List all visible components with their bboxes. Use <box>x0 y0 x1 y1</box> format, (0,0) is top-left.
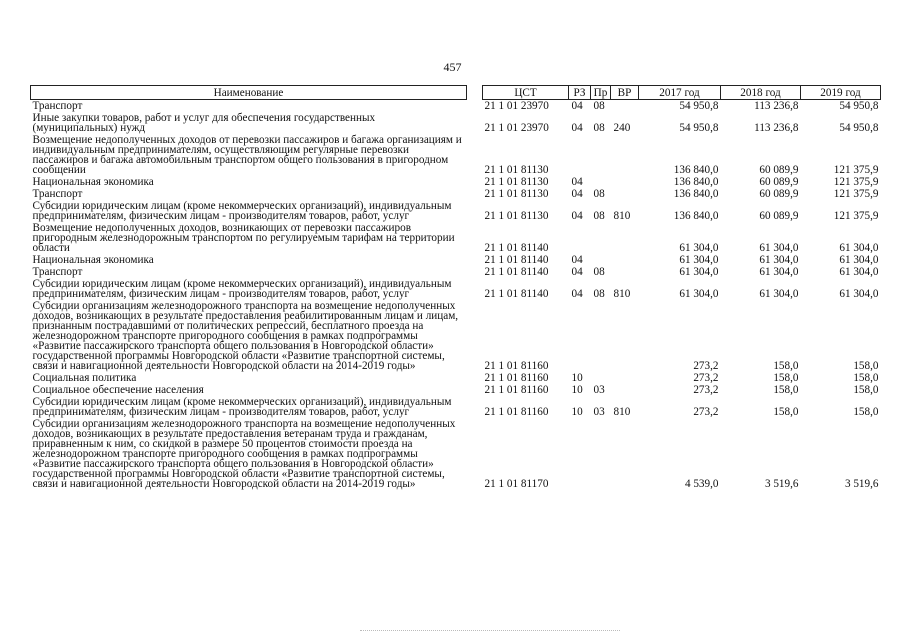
row-2019: 121 375,9 <box>833 176 879 188</box>
row-2018: 158,0 <box>773 372 799 384</box>
row-rz: 10 <box>571 384 583 396</box>
row-pr: 03 <box>593 406 605 418</box>
row-2019: 54 950,8 <box>839 100 879 112</box>
row-2018: 158,0 <box>773 406 799 418</box>
row-cst: 21 1 01 81140 <box>484 242 549 254</box>
row-name: Субсидии организациям железнодорожного транспорта на возмещение недополученных доходов, возникающих в результате предоставления реабилитированным лицам и лицам, признанным пострадавшими от политических репрессий, бесплатного проезда на железнодорожном транспорте пригородного сообщения в рамках подпрограммы «Развитие пассажирского транспорта общего пользования в Новгородской области» государственной программы Новгородской области «Развитие транспортной системы, связи и навигационной деятельности Новгородской области на 2014-2019 годы» <box>32 300 459 372</box>
table-row <box>31 176 881 188</box>
table-row <box>31 396 881 418</box>
row-rz: 04 <box>571 266 583 278</box>
row-2017: 273,2 <box>693 372 719 384</box>
row-pr: 03 <box>593 384 605 396</box>
row-cst: 21 1 01 81160 <box>484 384 549 396</box>
row-name: Национальная экономика <box>32 254 154 266</box>
row-pr: 08 <box>593 188 605 200</box>
row-cst: 21 1 01 81140 <box>484 288 549 300</box>
row-2017: 273,2 <box>693 384 719 396</box>
table-row <box>31 200 881 222</box>
row-2019: 61 304,0 <box>839 254 879 266</box>
row-name: Субсидии юридическим лицам (кроме некоммерческих организаций), индивидуальным предпринимателям, физическим лицам - производителям товаров, работ, услуг <box>32 278 452 300</box>
row-gap <box>467 100 483 113</box>
row-cst: 21 1 01 81140 <box>484 266 549 278</box>
table-row <box>31 300 881 372</box>
row-rz: 10 <box>571 406 583 418</box>
row-2018: 61 304,0 <box>759 242 799 254</box>
row-cst: 21 1 01 81160 <box>484 372 549 384</box>
row-cst: 21 1 01 81160 <box>484 360 549 372</box>
row-cst: 21 1 01 23970 <box>484 122 549 134</box>
row-2018: 113 236,8 <box>754 100 799 112</box>
row-cst: 21 1 01 23970 <box>484 100 549 112</box>
table-row <box>31 266 881 278</box>
row-2019: 3 519,6 <box>844 478 879 490</box>
row-name: Возмещение недополученных доходов, возникающих от перевозки пассажиров пригородным железнодорожным транспортом по регулируемым тарифам на территории области <box>32 222 455 254</box>
row-2019: 121 375,9 <box>833 188 879 200</box>
row-2017: 273,2 <box>693 406 719 418</box>
row-pr <box>591 418 611 490</box>
row-gap <box>467 222 483 254</box>
header-rz: РЗ <box>569 86 591 100</box>
row-gap <box>467 418 483 490</box>
row-vr <box>611 100 639 113</box>
row-name: Транспорт <box>32 266 83 278</box>
row-rz <box>569 134 591 176</box>
row-vr: 810 <box>613 406 631 418</box>
header-2017: 2017 год <box>639 86 721 100</box>
header-2019: 2019 год <box>801 86 881 100</box>
row-2018: 60 089,9 <box>759 210 799 222</box>
row-cst: 21 1 01 81130 <box>484 188 549 200</box>
row-pr: 08 <box>593 266 605 278</box>
row-cst: 21 1 01 81170 <box>484 478 549 490</box>
row-2017: 61 304,0 <box>679 288 719 300</box>
row-2017: 61 304,0 <box>679 242 719 254</box>
row-name: Транспорт <box>32 188 83 200</box>
table-row <box>31 134 881 176</box>
row-rz: 04 <box>571 176 583 188</box>
row-rz <box>569 300 591 372</box>
row-gap <box>467 372 483 384</box>
row-rz: 04 <box>571 254 583 266</box>
table-row <box>31 278 881 300</box>
row-rz: 04 <box>571 210 583 222</box>
row-2018: 158,0 <box>773 360 799 372</box>
row-name: Иные закупки товаров, работ и услуг для обеспечения государственных (муниципальных) нужд <box>32 112 376 134</box>
row-2019: 158,0 <box>853 372 879 384</box>
row-2017: 136 840,0 <box>673 188 719 200</box>
row-rz: 04 <box>571 188 583 200</box>
row-pr: 08 <box>593 122 605 134</box>
row-name: Транспорт <box>32 100 83 112</box>
row-gap <box>467 300 483 372</box>
row-2018: 61 304,0 <box>759 288 799 300</box>
row-2018: 60 089,9 <box>759 164 799 176</box>
row-name: Социальное обеспечение населения <box>32 384 204 396</box>
table-row <box>31 188 881 200</box>
row-2019: 61 304,0 <box>839 242 879 254</box>
row-2019: 54 950,8 <box>839 122 879 134</box>
row-gap <box>467 396 483 418</box>
row-vr: 240 <box>613 122 631 134</box>
header-2018: 2018 год <box>721 86 801 100</box>
table-header <box>31 86 881 100</box>
row-vr <box>611 176 639 188</box>
row-pr <box>591 300 611 372</box>
row-2019: 61 304,0 <box>839 288 879 300</box>
row-cst: 21 1 01 81160 <box>484 406 549 418</box>
row-2017: 273,2 <box>693 360 719 372</box>
row-pr <box>591 222 611 254</box>
row-2018: 3 519,6 <box>764 478 799 490</box>
row-cst: 21 1 01 81140 <box>484 254 549 266</box>
row-2017: 136 840,0 <box>673 210 719 222</box>
row-pr <box>591 372 611 384</box>
row-rz: 04 <box>571 288 583 300</box>
header-cst: ЦСТ <box>483 86 569 100</box>
row-2018: 61 304,0 <box>759 254 799 266</box>
page-number: 457 <box>443 60 462 74</box>
row-pr: 08 <box>593 100 605 112</box>
table-row <box>31 418 881 490</box>
table-row <box>31 100 881 113</box>
row-2017: 54 950,8 <box>679 122 719 134</box>
table-row <box>31 254 881 266</box>
row-2017: 136 840,0 <box>673 176 719 188</box>
row-cst: 21 1 01 81130 <box>484 210 549 222</box>
budget-table <box>30 85 881 490</box>
row-2019: 158,0 <box>853 406 879 418</box>
table-row <box>31 372 881 384</box>
row-gap <box>467 266 483 278</box>
row-vr: 810 <box>613 288 631 300</box>
row-name: Субсидии организациям железнодорожного транспорта на возмещение недополученных доходов, возникающих в результате предоставления ветеранам труда и гражданам, приравненным к ним, со скидкой в размере 50 процентов стоимости проезда на железнодорожном транспорте пригородного сообщения в рамках подпрограммы «Развитие пассажирского транспорта общего пользования в Новгородской области» государственной программы Новгородской области «Развитие транспортной системы, связи и навигационной деятельности Новгородской области на 2014-2019 годы» <box>32 418 456 490</box>
row-rz: 04 <box>571 100 583 112</box>
row-pr <box>591 176 611 188</box>
row-vr <box>611 134 639 176</box>
header-name: Наименование <box>31 86 467 100</box>
row-2018: 61 304,0 <box>759 266 799 278</box>
row-gap <box>467 384 483 396</box>
row-rz <box>569 418 591 490</box>
row-name: Субсидии юридическим лицам (кроме некоммерческих организаций), индивидуальным предпринимателям, физическим лицам - производителям товаров, работ, услуг <box>32 200 452 222</box>
row-name: Социальная политика <box>32 372 137 384</box>
table-body <box>31 100 881 491</box>
row-name: Возмещение недополученных доходов от перевозки пассажиров и багажа организациям и индивидуальным предпринимателям, осуществляющим регулярные перевозки пассажиров и багажа автомобильным транспортом общего пользования в пригородном сообщении <box>32 134 462 176</box>
row-name: Субсидии юридическим лицам (кроме некоммерческих организаций), индивидуальным предпринимателям, физическим лицам - производителям товаров, работ, услуг <box>32 396 452 418</box>
row-2019: 158,0 <box>853 360 879 372</box>
row-2017: 136 840,0 <box>673 164 719 176</box>
row-2019: 158,0 <box>853 384 879 396</box>
row-gap <box>467 176 483 188</box>
row-vr <box>611 222 639 254</box>
row-vr <box>611 418 639 490</box>
row-gap <box>467 200 483 222</box>
row-gap <box>467 134 483 176</box>
row-name: Национальная экономика <box>32 176 154 188</box>
table-row <box>31 222 881 254</box>
row-pr: 08 <box>593 210 605 222</box>
row-vr <box>611 372 639 384</box>
row-2017: 4 539,0 <box>684 478 719 490</box>
table-row <box>31 384 881 396</box>
row-2018: 60 089,9 <box>759 188 799 200</box>
row-pr <box>591 134 611 176</box>
row-vr <box>611 384 639 396</box>
row-vr: 810 <box>613 210 631 222</box>
header-pr: Пр <box>591 86 611 100</box>
header-gap <box>467 86 483 100</box>
row-2018: 60 089,9 <box>759 176 799 188</box>
row-gap <box>467 278 483 300</box>
row-vr <box>611 188 639 200</box>
row-2018: 113 236,8 <box>754 122 799 134</box>
row-2017: 61 304,0 <box>679 266 719 278</box>
row-2017: 61 304,0 <box>679 254 719 266</box>
row-rz <box>569 222 591 254</box>
row-pr <box>591 254 611 266</box>
row-gap <box>467 188 483 200</box>
row-rz: 10 <box>571 372 583 384</box>
row-rz: 04 <box>571 122 583 134</box>
header-vr: ВР <box>611 86 639 100</box>
row-2019: 121 375,9 <box>833 210 879 222</box>
row-pr: 08 <box>593 288 605 300</box>
row-gap <box>467 254 483 266</box>
table-row <box>31 112 881 134</box>
row-vr <box>611 254 639 266</box>
row-2017: 54 950,8 <box>679 100 719 112</box>
row-2018: 158,0 <box>773 384 799 396</box>
row-vr <box>611 266 639 278</box>
row-2019: 121 375,9 <box>833 164 879 176</box>
row-vr <box>611 300 639 372</box>
row-2019: 61 304,0 <box>839 266 879 278</box>
row-cst: 21 1 01 81130 <box>484 176 549 188</box>
row-cst: 21 1 01 81130 <box>484 164 549 176</box>
scan-artifact-line <box>360 630 620 632</box>
row-gap <box>467 112 483 134</box>
